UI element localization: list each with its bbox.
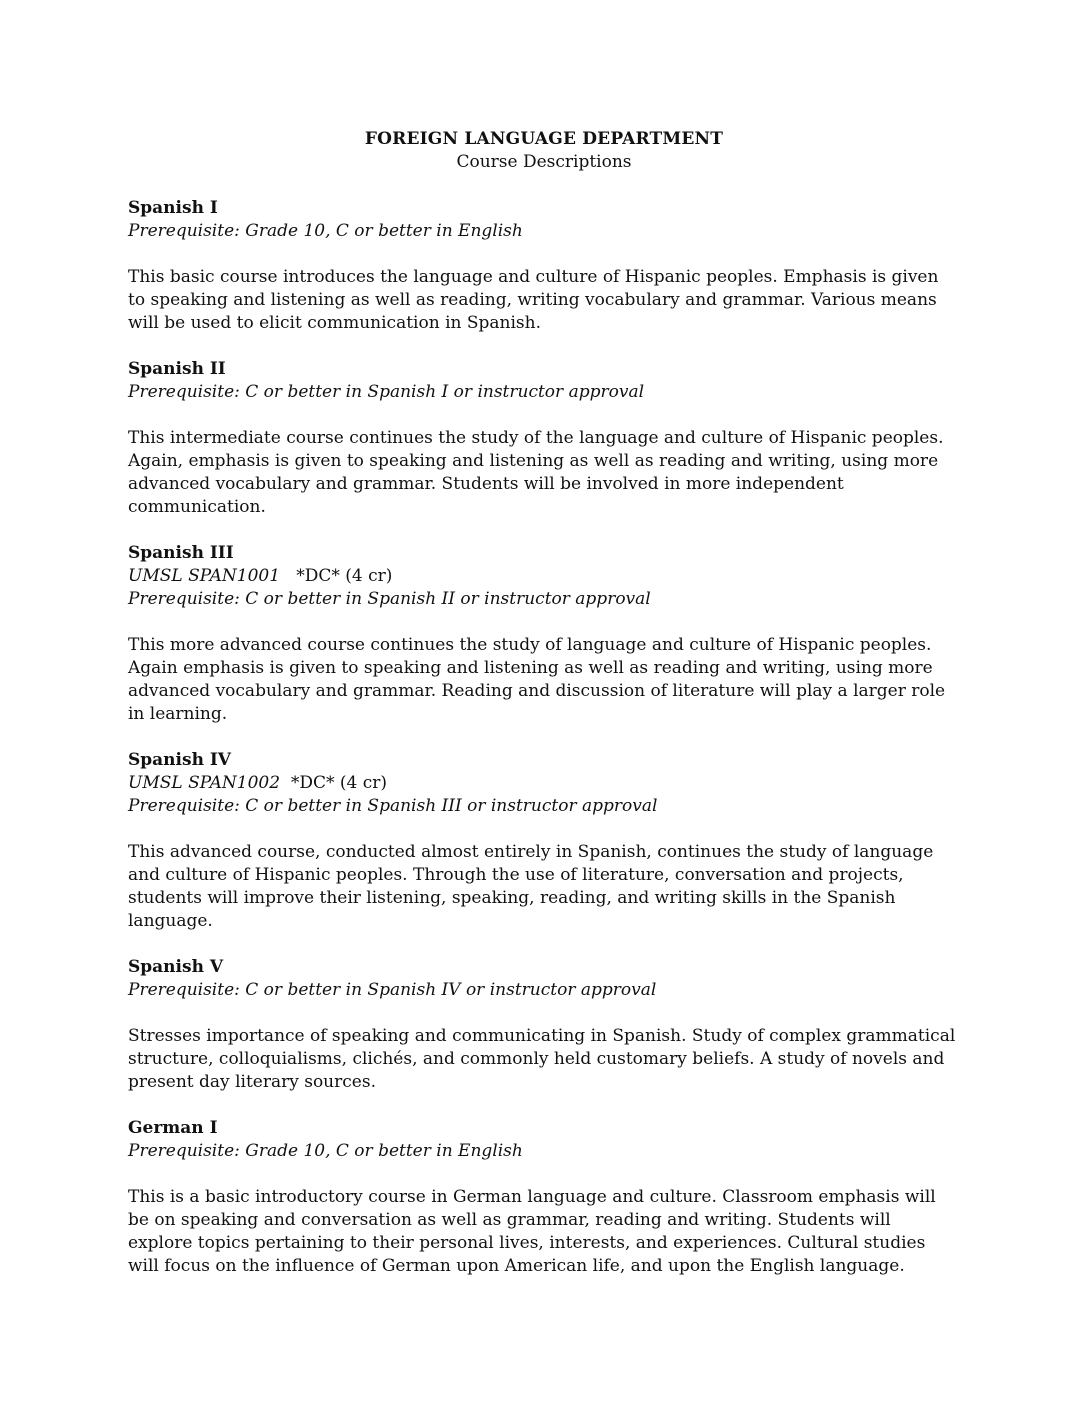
course-prerequisite: Prerequisite: C or better in Spanish II or instructor approval [128,589,651,609]
course-code: UMSL SPAN1002 [128,773,281,793]
course-code: UMSL SPAN1001 [128,566,281,586]
course-spanish-2 [128,358,958,519]
course-spanish-3 [128,542,958,726]
course-spanish-4 [128,749,958,933]
course-title: German I [128,1118,218,1138]
course-title: Spanish II [128,359,226,379]
course-description: This intermediate course continues the study of the language and culture of Hispanic peoples. Again, emphasis is given to speaking and listening as well as reading and writing, using more advanced vocabulary and grammar. Students will be involved in more independent communication. [128,428,944,517]
document-header [0,128,1088,174]
course-title: Spanish V [128,957,224,977]
course-code-line [128,565,958,588]
course-prerequisite: Prerequisite: C or better in Spanish I or instructor approval [128,382,645,402]
course-spanish-5 [128,956,958,1094]
course-prerequisite: Prerequisite: C or better in Spanish III or instructor approval [128,796,658,816]
course-description: Stresses importance of speaking and communicating in Spanish. Study of complex grammatical structure, colloquialisms, clichés, and commonly held customary beliefs. A study of novels and present day literary sources. [128,1026,956,1092]
course-german-1 [128,1117,958,1278]
course-code-line [128,772,958,795]
course-credit: *DC* (4 cr) [290,773,388,793]
course-title: Spanish IV [128,750,231,770]
page-subtitle: Course Descriptions [456,152,632,172]
course-prerequisite: Prerequisite: Grade 10, C or better in English [128,1141,523,1161]
course-description: This is a basic introductory course in German language and culture. Classroom emphasis will be on speaking and conversation as well as grammar, reading and writing. Students will explore topics pertaining to their personal lives, interests, and experiences. Cultural studies will focus on the influence of German upon American life, and upon the English language. [128,1187,936,1276]
course-description: This more advanced course continues the study of language and culture of Hispanic peoples. Again emphasis is given to speaking and listening as well as reading and writing, using more advanced vocabulary and grammar. Reading and discussion of literature will play a larger role in learning. [128,635,946,724]
course-credit: *DC* (4 cr) [296,566,393,586]
page-title: FOREIGN LANGUAGE DEPARTMENT [364,129,724,149]
course-description: This basic course introduces the language and culture of Hispanic peoples. Emphasis is given to speaking and listening as well as reading, writing vocabulary and grammar. Various means will be used to elicit communication in Spanish. [128,267,939,333]
course-list [128,197,958,1301]
course-prerequisite: Prerequisite: Grade 10, C or better in English [128,221,523,241]
course-prerequisite: Prerequisite: C or better in Spanish IV or instructor approval [128,980,657,1000]
course-title: Spanish I [128,198,218,218]
course-spanish-1 [128,197,958,335]
course-description: This advanced course, conducted almost entirely in Spanish, continues the study of language and culture of Hispanic peoples. Through the use of literature, conversation and projects, students will improve their listening, speaking, reading, and writing skills in the Spanish language. [128,842,934,931]
course-title: Spanish III [128,543,234,563]
